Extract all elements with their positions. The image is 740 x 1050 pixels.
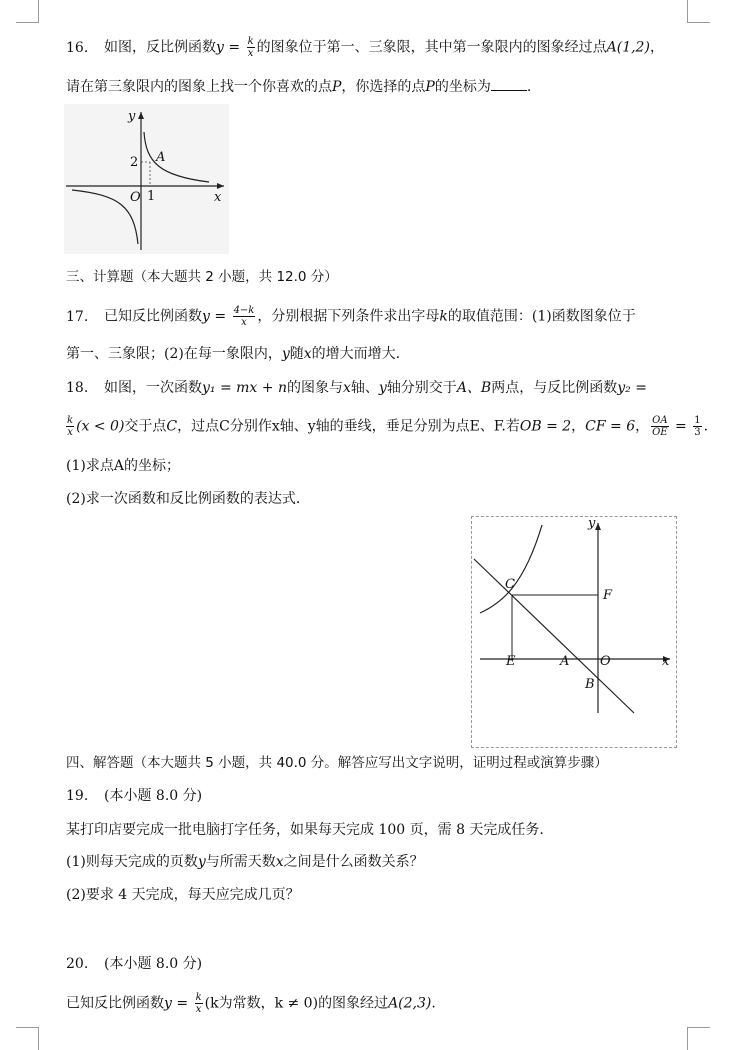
fig1-tick-1: 1 (147, 189, 156, 204)
y-axis-arrow (595, 523, 601, 530)
q19-score: (本小题 8.0 分) (104, 788, 203, 804)
q16-line1 (66, 36, 664, 59)
q16-text-3: 请在第三象限内的图象上找一个你喜欢的点 (66, 79, 332, 95)
q20-text: 已知反比例函数y = $\frac{k}{x}$ (k为常数，k ≠ 0)的图象经过A(2,3). (66, 992, 436, 1015)
fig1-label-o: O (130, 190, 141, 205)
hyperbola-branch (480, 525, 542, 613)
section-4-title: 四、解答题（本大题共 5 小题，共 40.0 分。解答应写出文字说明，证明过程或演算步骤） (66, 755, 608, 771)
q16-comma: ， (649, 39, 664, 56)
q16-func-y: y (216, 39, 224, 56)
q18-c: C (166, 418, 178, 435)
q16-var-p: P (332, 79, 342, 95)
q17-line2 (66, 344, 400, 364)
fig2-label-y: y (588, 517, 596, 531)
q20-number: 20. (66, 956, 89, 972)
q18-figure (471, 516, 677, 748)
q18-sub1: (1)求点A的坐标； (66, 458, 180, 474)
q18-third: $\frac{1}{3}$ (694, 415, 701, 438)
fig2-label-o: O (600, 654, 611, 669)
q19-var-x: x (275, 854, 284, 870)
fig2-label-b: B (585, 677, 595, 692)
q17-text-4: 第一、三象限；(2)在每一象限内， (66, 346, 282, 362)
q18-text-7: ，过点C分别作x轴、y轴的垂线，垂足分别为点E、F.若 (177, 418, 520, 435)
q18-x: x (342, 380, 351, 396)
q18-text-2: 的图象与 (286, 380, 343, 396)
fig1-label-x: x (214, 190, 222, 205)
q18-graph (472, 517, 676, 747)
q18-y: y (378, 380, 387, 396)
q20-score: (本小题 8.0 分) (104, 956, 203, 972)
q19-sub1: (1)则每天完成的页数y与所需天数x之间是什么函数关系？ (66, 854, 424, 870)
x-axis-arrow (217, 183, 224, 189)
q17-var-x: x (303, 346, 312, 362)
q18-sub2: (2)求一次函数和反比例函数的表达式. (66, 491, 301, 507)
q16-text-5: 的坐标为 (434, 79, 491, 95)
q20-fraction: $\frac{k}{x}$ (195, 992, 202, 1015)
fig1-label-y: y (128, 109, 136, 124)
fig1-tick-2: 2 (130, 155, 139, 170)
corner-mark-bottom-left (16, 1027, 39, 1050)
q16-fraction: $\frac{k}{x}$ (247, 36, 254, 59)
q19-number: 19. (66, 788, 89, 804)
fig2-label-x: x (662, 654, 670, 669)
q17-func-y: y (202, 308, 210, 325)
q17-fraction: $\frac{4-k}{x}$ (233, 305, 255, 328)
corner-mark-bottom-right (687, 1027, 710, 1050)
q16-answer-blank[interactable] (491, 78, 527, 91)
q16-eq: = (223, 39, 245, 56)
fig2-label-e: E (506, 654, 516, 669)
q18-text-3: 轴、 (350, 380, 379, 396)
q19-sub2: (2)要求 4 天完成，每天应完成几页？ (66, 887, 300, 903)
q17-text-2: ，分别根据下列条件求出字母 (257, 308, 440, 325)
q17-text-3: 的取值范围：(1)函数图象位于 (447, 308, 636, 325)
q18-cond: (x < 0) (76, 418, 125, 435)
q18-y2: y₂ = (617, 380, 647, 396)
q16-text: 如图，反比例函数 (104, 39, 216, 56)
q16-var-p-2: P (425, 79, 435, 95)
q16-point: A(1,2) (606, 39, 650, 56)
q16-text-4: ，你选择的点 (341, 79, 426, 95)
q18-ratio: $\frac{OA}{OE}$ (652, 415, 668, 438)
q20-point: A(2,3) (388, 995, 432, 1012)
q18-y1: y₁ = mx + n (202, 380, 287, 396)
q18-fraction: $\frac{k}{x}$ (67, 415, 74, 438)
y-axis-arrow (138, 112, 144, 119)
q19-var-y: y (197, 854, 206, 870)
q18-text-5: 两点，与反比例函数 (491, 380, 618, 396)
q17-eq: = (209, 308, 231, 325)
fig2-label-f: F (603, 588, 613, 603)
q18-ab: A、B (456, 380, 492, 396)
section-3-title: 三、计算题（本大题共 2 小题，共 12.0 分） (66, 269, 338, 285)
q16-graph (64, 104, 229, 254)
q17-line1 (66, 305, 636, 328)
q16-period: . (526, 79, 532, 95)
q18-cf: CF = 6 (585, 418, 636, 435)
q18-ob: OB = 2 (519, 418, 572, 435)
q17-var-k: k (439, 308, 448, 325)
q16-line2 (66, 77, 531, 97)
q18-number: 18. (66, 380, 89, 396)
q16-figure (64, 104, 229, 254)
hyperbola-branch-q1 (144, 132, 209, 182)
q19-text: 某打印店要完成一批电脑打字任务，如果每天完成 100 页，需 8 天完成任务. (66, 822, 544, 838)
hyperbola-branch-q3 (72, 190, 138, 244)
q17-var-y: y (281, 346, 290, 362)
corner-mark-top-right (687, 0, 710, 23)
q19-header (66, 786, 202, 806)
corner-mark-top-left (16, 0, 39, 23)
fig1-label-a: A (156, 150, 166, 165)
q18-text-6: 交于点 (124, 418, 167, 435)
q20-func-y: y (164, 995, 172, 1012)
q20-header (66, 954, 202, 974)
q16-number: 16. (66, 39, 89, 56)
q17-text-6: 的增大而增大. (311, 346, 401, 362)
q17-text: 已知反比例函数 (104, 308, 202, 325)
q17-number: 17. (66, 308, 89, 325)
q18-text-4: 轴分别交于 (386, 380, 457, 396)
q16-text-2: 的图象位于第一、三象限，其中第一象限内的图象经过点 (256, 39, 607, 56)
fig2-label-a: A (560, 654, 570, 669)
q18-line2: $\frac{k}{x}$ (x < 0)交于点C，过点C分别作x轴、y轴的垂线，垂足分别为点E、F.若OB = 2，CF = 6， $\frac{OA}{OE}$ = $\frac{1}{3}$ . (67, 415, 709, 438)
q18-line1 (66, 378, 647, 398)
q18-text: 如图，一次函数 (104, 380, 202, 396)
linear-function-line (474, 559, 634, 713)
q17-text-5: 随 (289, 346, 304, 362)
q20-cond: (k为常数，k ≠ 0) (204, 995, 319, 1012)
fig2-label-c: C (505, 577, 515, 592)
